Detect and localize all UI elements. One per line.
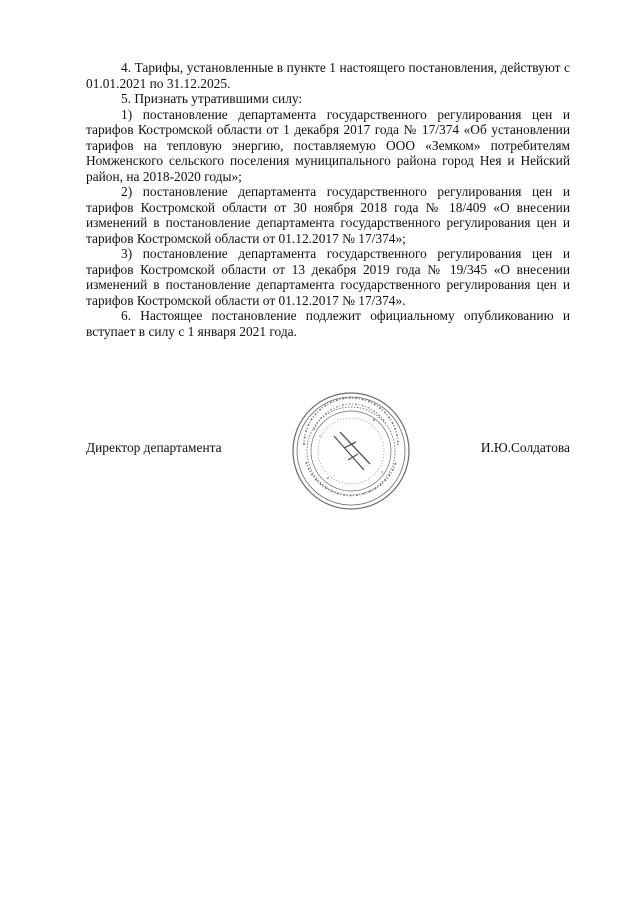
paragraph-repeal-heading: 5. Признать утратившими силу: — [121, 91, 303, 106]
paragraph-repeal-item-3: 3) постановление департамента государственного регулирования цен и тарифов Костромской области от 13 декабря 2019 года № 19/345 «О внесении изменений в постановление департамента государственного регулирования цен и тарифов Костромской области от 01.12.2017 № 17/374». — [86, 246, 570, 308]
document-body — [86, 60, 570, 339]
paragraph-repeal-item-1: 1) постановление департамента государственного регулирования цен и тарифов Костромской области от 1 декабря 2017 года № 17/374 «Об установлении тарифов на тепловую энергию, поставляемую ООО «Земком» потребителям Номженского сельского поселения муниципального района город Нея и Нейский район, на 2018-2020 годы»; — [86, 106, 570, 184]
paragraph-tariff-validity: 4. Тарифы, установленные в пункте 1 настоящего постановления, действуют с 01.01.2021 по 31.12.2025. — [86, 60, 570, 91]
official-seal-stamp — [290, 390, 412, 512]
signer-name: И.Ю.Солдатова — [480, 440, 570, 455]
signer-position: Директор департамента — [86, 440, 222, 455]
paragraph-publication: 6. Настоящее постановление подлежит официальному опубликованию и вступает в силу с 1 января 2021 года. — [86, 308, 570, 339]
paragraph-repeal-item-2: 2) постановление департамента государственного регулирования цен и тарифов Костромской области от 30 ноября 2018 года № 18/409 «О внесении изменений в постановление департамента государственного регулирования цен и тарифов Костромской области от 01.12.2017 № 17/374»; — [86, 184, 570, 246]
